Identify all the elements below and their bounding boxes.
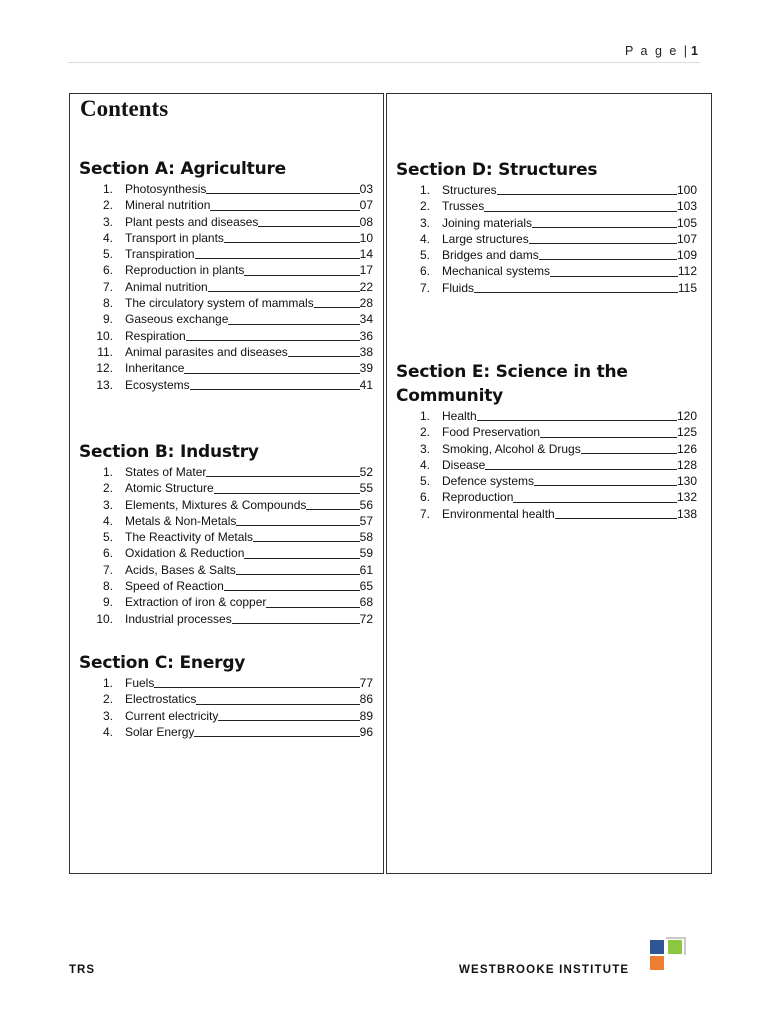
entry-number: 5. xyxy=(102,530,113,545)
contents-title: Contents xyxy=(80,96,169,121)
entry-number: 6. xyxy=(419,264,430,279)
entry-page: 105 xyxy=(676,215,697,230)
entry-title: Photosynthesis xyxy=(125,182,207,196)
toc-entry-d-6 xyxy=(396,263,697,279)
entry-leader xyxy=(228,324,359,325)
toc-entry-a-6 xyxy=(79,262,373,278)
entry-leader xyxy=(224,590,360,591)
entry-page: 68 xyxy=(359,595,373,610)
toc-entry-b-5 xyxy=(79,529,373,545)
toc-entry-b-9 xyxy=(79,594,373,610)
entry-number: 6. xyxy=(419,490,430,505)
entry-title: Animal nutrition xyxy=(125,279,208,294)
entry-leader xyxy=(236,574,360,575)
entry-leader xyxy=(540,437,677,438)
entry-number: 5. xyxy=(419,248,430,263)
toc-entry-b-1 xyxy=(79,464,373,480)
entry-number: 1. xyxy=(102,465,113,479)
entry-leader xyxy=(477,420,677,421)
entry-number: 2. xyxy=(102,692,113,707)
entry-title: Health xyxy=(442,409,477,423)
entry-page: 138 xyxy=(676,506,697,521)
entry-leader xyxy=(218,720,359,721)
entry-title: Disease xyxy=(442,457,486,472)
entry-leader xyxy=(244,558,359,559)
entry-number: 7. xyxy=(102,562,113,577)
entry-page: 10 xyxy=(359,230,373,245)
entry-title: Structures xyxy=(442,183,497,197)
entry-title: Fluids xyxy=(442,280,475,295)
entry-page: 72 xyxy=(359,611,373,626)
entry-leader xyxy=(214,493,360,494)
entry-leader xyxy=(258,226,359,227)
footer-institute-name: WESTBROOKE INSTITUTE xyxy=(459,964,630,976)
entry-title: Electrostatics xyxy=(125,692,197,707)
page-number: 1 xyxy=(691,44,698,58)
entry-page: 107 xyxy=(676,231,697,246)
entry-page: 77 xyxy=(359,676,373,690)
entry-leader xyxy=(236,525,359,526)
entry-number: 7. xyxy=(102,279,113,294)
entry-page: 125 xyxy=(676,425,697,440)
toc-entry-d-2 xyxy=(396,198,697,214)
entry-number: 2. xyxy=(419,425,430,440)
entry-title: Reproduction xyxy=(442,490,514,505)
entry-number: 1. xyxy=(419,409,430,423)
entry-leader xyxy=(244,275,359,276)
entry-number: 3. xyxy=(102,708,113,723)
entry-page: 55 xyxy=(359,481,373,496)
entry-number: 4. xyxy=(102,230,113,245)
entry-number: 9. xyxy=(102,595,113,610)
section-d xyxy=(396,158,697,296)
entry-page: 07 xyxy=(359,198,373,213)
entry-page: 126 xyxy=(676,441,697,456)
entry-page: 65 xyxy=(359,579,373,594)
entry-title: Respiration xyxy=(125,328,186,343)
toc-entry-b-2 xyxy=(79,480,373,496)
entry-number: 1. xyxy=(102,676,113,690)
toc-entry-a-11 xyxy=(79,344,373,360)
entry-number: 3. xyxy=(419,441,430,456)
footer-left-text: TRS xyxy=(69,964,95,976)
entry-title: Gaseous exchange xyxy=(125,312,229,327)
entry-number: 9. xyxy=(102,312,113,327)
toc-entry-a-7 xyxy=(79,279,373,295)
entry-page: 28 xyxy=(359,296,373,311)
entry-page: 61 xyxy=(359,562,373,577)
toc-entry-c-1 xyxy=(79,675,373,691)
entry-leader xyxy=(555,518,677,519)
entry-number: 10. xyxy=(96,611,113,626)
entry-leader xyxy=(194,736,359,737)
entry-leader xyxy=(196,704,359,705)
page-number-header xyxy=(625,44,698,58)
entry-number: 5. xyxy=(419,474,430,489)
entry-page: 59 xyxy=(359,546,373,561)
entry-page: 03 xyxy=(359,182,373,196)
entry-leader xyxy=(224,242,360,243)
toc-entry-a-13 xyxy=(79,377,373,393)
entry-title: Large structures xyxy=(442,231,529,246)
section-e-heading-line1: Section E: Science in the xyxy=(396,362,628,382)
toc-entry-b-7 xyxy=(79,562,373,578)
entry-leader xyxy=(253,541,360,542)
entry-title: Smoking, Alcohol & Drugs xyxy=(442,441,581,456)
toc-entry-e-2 xyxy=(396,424,697,440)
entry-number: 11. xyxy=(97,344,113,359)
entry-leader xyxy=(190,389,360,390)
entry-title: Speed of Reaction xyxy=(125,579,224,594)
entry-title: Acids, Bases & Salts xyxy=(125,562,236,577)
section-d-heading: Section D: Structures xyxy=(396,160,598,180)
entry-leader xyxy=(306,509,359,510)
toc-entry-a-9 xyxy=(79,311,373,327)
toc-entry-a-3 xyxy=(79,214,373,230)
entry-title: Extraction of iron & copper xyxy=(125,595,267,610)
entry-leader xyxy=(532,227,677,228)
toc-entry-b-8 xyxy=(79,578,373,594)
entry-leader xyxy=(288,356,360,357)
entry-title: Mineral nutrition xyxy=(125,198,211,213)
toc-entry-e-3 xyxy=(396,441,697,457)
toc-entry-d-3 xyxy=(396,215,697,231)
entry-leader xyxy=(154,687,359,688)
entry-leader xyxy=(534,485,677,486)
section-b-list xyxy=(79,464,373,627)
entry-leader xyxy=(513,502,677,503)
entry-title: Elements, Mixtures & Compounds xyxy=(125,497,307,512)
entry-page: 34 xyxy=(359,312,373,327)
entry-number: 2. xyxy=(419,199,430,214)
toc-entry-b-10 xyxy=(79,611,373,627)
entry-number: 3. xyxy=(419,215,430,230)
entry-title: Atomic Structure xyxy=(125,481,214,496)
entry-page: 103 xyxy=(676,199,697,214)
entry-title: Environmental health xyxy=(442,506,555,521)
entry-page: 86 xyxy=(359,692,373,707)
entry-page: 36 xyxy=(359,328,373,343)
toc-entry-a-2 xyxy=(79,197,373,213)
entry-number: 6. xyxy=(102,546,113,561)
section-a-heading: Section A: Agriculture xyxy=(79,159,286,179)
toc-entry-e-1 xyxy=(396,408,697,424)
entry-title: Current electricity xyxy=(125,708,219,723)
entry-leader xyxy=(529,243,677,244)
entry-number: 2. xyxy=(102,198,113,213)
header-divider xyxy=(68,62,700,63)
entry-title: Trusses xyxy=(442,199,485,214)
entry-page: 128 xyxy=(676,457,697,472)
toc-entry-d-7 xyxy=(396,280,697,296)
entry-title: Food Preservation xyxy=(442,425,541,440)
entry-number: 8. xyxy=(102,296,113,311)
entry-page: 89 xyxy=(359,708,373,723)
entry-title: The circulatory system of mammals xyxy=(125,296,314,311)
entry-leader xyxy=(186,340,360,341)
section-b-heading: Section B: Industry xyxy=(79,442,259,462)
section-d-list xyxy=(396,182,697,296)
toc-entry-a-12 xyxy=(79,360,373,376)
entry-page: 96 xyxy=(359,724,373,739)
entry-page: 41 xyxy=(359,377,373,392)
entry-leader xyxy=(210,210,359,211)
entry-number: 12. xyxy=(96,361,113,376)
entry-page: 14 xyxy=(359,247,373,262)
toc-entry-b-6 xyxy=(79,545,373,561)
entry-leader xyxy=(485,469,677,470)
entry-page: 08 xyxy=(359,214,373,229)
entry-title: Oxidation & Reduction xyxy=(125,546,245,561)
entry-title: Solar Energy xyxy=(125,724,195,739)
entry-page: 56 xyxy=(359,497,373,512)
entry-title: Mechanical systems xyxy=(442,264,551,279)
toc-entry-d-4 xyxy=(396,231,697,247)
logo-green-square xyxy=(668,940,682,954)
entry-leader xyxy=(232,623,360,624)
entry-page: 130 xyxy=(676,474,697,489)
toc-entry-e-4 xyxy=(396,457,697,473)
entry-leader xyxy=(484,211,677,212)
section-c-list xyxy=(79,675,373,740)
entry-leader xyxy=(474,292,678,293)
entry-page: 57 xyxy=(359,513,373,528)
entry-number: 6. xyxy=(102,263,113,278)
toc-entry-a-5 xyxy=(79,246,373,262)
entry-number: 5. xyxy=(102,247,113,262)
entry-leader xyxy=(539,259,677,260)
institute-logo xyxy=(646,935,694,975)
entry-leader xyxy=(184,373,359,374)
entry-page: 100 xyxy=(676,183,697,197)
toc-entry-a-4 xyxy=(79,230,373,246)
entry-number: 8. xyxy=(102,579,113,594)
section-e-heading-line2: Community xyxy=(396,386,504,406)
entry-title: Plant pests and diseases xyxy=(125,214,259,229)
entry-number: 10. xyxy=(96,328,113,343)
entry-title: Transpiration xyxy=(125,247,195,262)
toc-entry-c-3 xyxy=(79,708,373,724)
section-c-heading: Section C: Energy xyxy=(79,653,246,673)
entry-leader xyxy=(206,193,359,194)
entry-leader xyxy=(266,607,359,608)
entry-title: Joining materials xyxy=(442,215,533,230)
logo-accent-bar xyxy=(684,937,686,955)
entry-page: 58 xyxy=(359,530,373,545)
entry-number: 3. xyxy=(102,214,113,229)
section-c xyxy=(79,651,373,740)
toc-entry-b-3 xyxy=(79,497,373,513)
toc-entry-e-6 xyxy=(396,489,697,505)
entry-leader xyxy=(581,453,677,454)
entry-number: 1. xyxy=(102,182,113,196)
entry-leader xyxy=(206,476,359,477)
entry-title: Reproduction in plants xyxy=(125,263,245,278)
entry-page: 115 xyxy=(677,280,697,295)
entry-page: 112 xyxy=(677,264,697,279)
toc-entry-a-10 xyxy=(79,328,373,344)
entry-leader xyxy=(497,194,677,195)
logo-orange-square xyxy=(650,956,664,970)
section-e-heading xyxy=(396,360,697,408)
entry-number: 4. xyxy=(419,231,430,246)
entry-number: 2. xyxy=(102,481,113,496)
entry-title: States of Mater xyxy=(125,465,207,479)
toc-entry-b-4 xyxy=(79,513,373,529)
entry-title: Inheritance xyxy=(125,361,185,376)
section-e-list xyxy=(396,408,697,522)
entry-title: The Reactivity of Metals xyxy=(125,530,254,545)
entry-title: Defence systems xyxy=(442,474,535,489)
entry-number: 3. xyxy=(102,497,113,512)
entry-page: 52 xyxy=(359,465,373,479)
entry-page: 39 xyxy=(359,361,373,376)
entry-number: 1. xyxy=(419,183,430,197)
entry-page: 120 xyxy=(676,409,697,423)
section-a-list xyxy=(79,181,373,393)
entry-leader xyxy=(208,291,360,292)
logo-blue-square xyxy=(650,940,664,954)
page-label: P a g e | xyxy=(624,44,690,58)
entry-title: Bridges and dams xyxy=(442,248,539,263)
entry-title: Fuels xyxy=(125,676,155,690)
entry-title: Animal parasites and diseases xyxy=(125,344,288,359)
entry-page: 17 xyxy=(359,263,373,278)
toc-entry-a-1 xyxy=(79,181,373,197)
logo-accent-top xyxy=(666,937,686,939)
entry-page: 38 xyxy=(359,344,373,359)
entry-number: 4. xyxy=(419,457,430,472)
toc-entry-e-5 xyxy=(396,473,697,489)
toc-entry-c-4 xyxy=(79,724,373,740)
entry-number: 7. xyxy=(419,280,430,295)
entry-title: Transport in plants xyxy=(125,230,224,245)
section-e xyxy=(396,360,697,522)
entry-leader xyxy=(195,258,360,259)
entry-page: 109 xyxy=(676,248,697,263)
toc-entry-a-8 xyxy=(79,295,373,311)
entry-page: 22 xyxy=(359,279,373,294)
toc-entry-c-2 xyxy=(79,691,373,707)
entry-number: 13. xyxy=(96,377,113,392)
entry-leader xyxy=(550,276,678,277)
entry-title: Ecosystems xyxy=(125,377,190,392)
entry-title: Metals & Non-Metals xyxy=(125,513,237,528)
entry-title: Industrial processes xyxy=(125,611,232,626)
section-a xyxy=(79,157,373,393)
entry-number: 7. xyxy=(419,506,430,521)
entry-number: 4. xyxy=(102,513,113,528)
entry-number: 4. xyxy=(102,724,113,739)
toc-entry-e-7 xyxy=(396,506,697,522)
entry-page: 132 xyxy=(676,490,697,505)
toc-entry-d-5 xyxy=(396,247,697,263)
entry-leader xyxy=(314,307,360,308)
toc-entry-d-1 xyxy=(396,182,697,198)
section-b xyxy=(79,440,373,627)
